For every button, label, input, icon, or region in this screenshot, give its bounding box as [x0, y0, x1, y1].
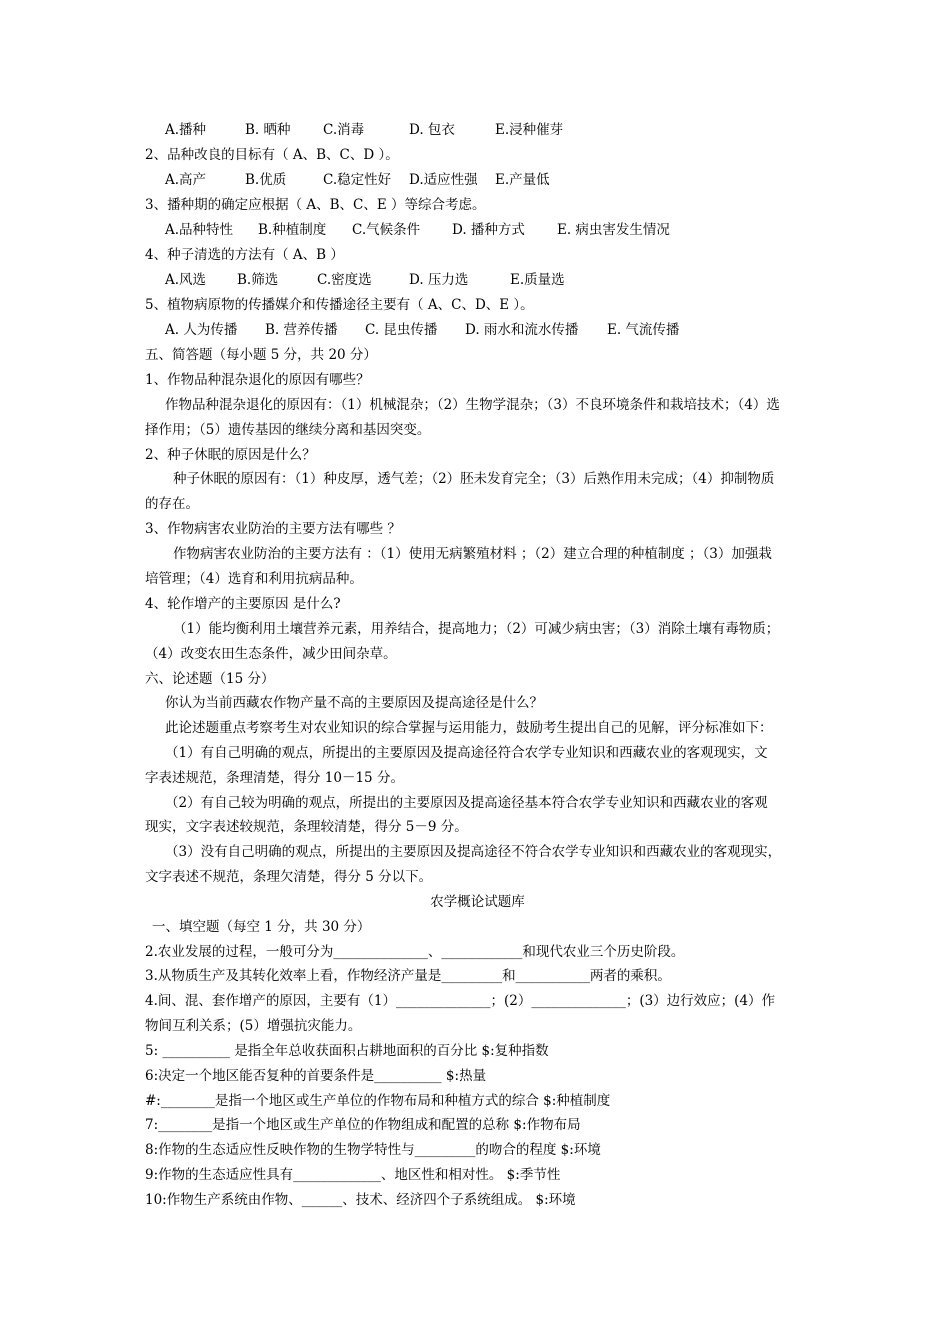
- mc-question-4: 4、种子清选的方法有（ A、B ）: [145, 247, 344, 263]
- q4-options: [145, 268, 810, 292]
- option-a: A. 人为传播: [165, 322, 238, 338]
- fill-blank-4-cont: 物间互利关系；(5）增强抗灾能力。: [145, 1018, 362, 1034]
- essay-criterion-3: （3）没有自己明确的观点，所提出的主要原因及提高途径不符合农学专业知识和西藏农业的客观现实，: [165, 844, 782, 860]
- fill-blank-10: 10:作物生产系统由作物、______、技术、经济四个子系统组成。 $:环境: [145, 1192, 576, 1208]
- option-a: A.风选: [165, 272, 207, 288]
- short-answer-3: 作物病害农业防治的主要方法有 ：（1）使用无病繁殖材料 ；（2）建立合理的种植制度 ；（3）加强栽: [173, 546, 772, 562]
- short-answer-2-cont: 的存在。: [145, 496, 199, 512]
- short-answer-1: 作物品种混杂退化的原因有：（1）机械混杂；（2）生物学混杂；（3）不良环境条件和栽培技术；（4）选: [165, 397, 780, 413]
- option-d: D. 播种方式: [452, 222, 525, 238]
- option-e: E.浸种催芽: [495, 122, 564, 138]
- option-b: B.优质: [245, 172, 287, 188]
- short-answer-2: 种子休眠的原因有：（1）种皮厚，透气差；（2）胚未发育完全；（3）后熟作用未完成；（4）抑制物质: [173, 471, 775, 487]
- q3-options: [145, 218, 810, 242]
- fill-blank-6: 6:决定一个地区能否复种的首要条件是__________ $:热量: [145, 1068, 487, 1084]
- essay-question: 你认为当前西藏农作物产量不高的主要原因及提高途径是什么？: [165, 695, 543, 711]
- q5-options: [145, 318, 810, 342]
- mc-question-2: 2、品种改良的目标有（ A、B、C、D ）。: [145, 147, 399, 163]
- short-answer-4-cont: （4）改变农田生态条件，减少田间杂草。: [145, 646, 397, 662]
- option-c: C.密度选: [317, 272, 372, 288]
- option-b: B.种植制度: [258, 222, 327, 238]
- short-question-3: 3、作物病害农业防治的主要方法有哪些 ？: [145, 521, 401, 537]
- section-heading-essay: 六、论述题（15 分）: [145, 671, 275, 687]
- option-b: B.筛选: [237, 272, 279, 288]
- essay-intro: 此论述题重点考察考生对农业知识的综合掌握与运用能力，鼓励考生提出自己的见解，评分标准如下：: [165, 720, 773, 736]
- short-question-4: 4、轮作增产的主要原因 是什么?: [145, 596, 341, 612]
- option-a: A.品种特性: [165, 222, 234, 238]
- option-e: E. 病虫害发生情况: [557, 222, 670, 238]
- short-question-2: 2、种子休眠的原因是什么？: [145, 447, 316, 463]
- fill-blank-5: 5: __________ 是指全年总收获面积占耕地面积的百分比 $:复种指数: [145, 1043, 549, 1059]
- option-c: C.稳定性好: [323, 172, 392, 188]
- short-question-1: 1、作物品种混杂退化的原因有哪些？: [145, 372, 370, 388]
- q1-options: [145, 118, 810, 142]
- option-d: D. 压力选: [409, 272, 469, 288]
- short-answer-1-cont: 择作用；（5）遗传基因的继续分离和基因突变。: [145, 422, 431, 438]
- option-a: A.高产: [165, 172, 207, 188]
- fill-blank-7: 7:________是指一个地区或生产单位的作物组成和配置的总称 $:作物布局: [145, 1117, 581, 1133]
- fill-blank-2: 2.农业发展的过程，一般可分为______________、____________和现代农业三个历史阶段。: [145, 944, 685, 960]
- fill-blank-8: 8:作物的生态适应性反映作物的生物学特性与_________的吻合的程度 $:环境: [145, 1142, 601, 1158]
- fill-blank-3: 3.从物质生产及其转化效率上看，作物经济产量是_________和___________两者的乘积。: [145, 968, 671, 984]
- bank-section-heading: 一、填空题（每空 1 分，共 30 分）: [152, 919, 371, 935]
- option-b: B. 晒种: [245, 122, 291, 138]
- q2-options: [145, 168, 810, 192]
- option-d: D. 雨水和流水传播: [465, 322, 579, 338]
- essay-criterion-2: （2）有自己较为明确的观点，所提出的主要原因及提高途径基本符合农学专业知识和西藏农业的客观: [165, 795, 768, 811]
- essay-criterion-3-cont: 文字表述不规范，条理欠清楚，得分 5 分以下。: [145, 869, 433, 885]
- option-e: E. 气流传播: [607, 322, 680, 338]
- essay-criterion-2-cont: 现实，文字表述较规范，条理较清楚，得分 5－9 分。: [145, 819, 468, 835]
- option-e: E.产量低: [495, 172, 550, 188]
- essay-criterion-1: （1）有自己明确的观点，所提出的主要原因及提高途径符合农学专业知识和西藏农业的客观现实，文: [165, 745, 768, 761]
- short-answer-3-cont: 培管理；（4）选育和利用抗病品种。: [145, 571, 363, 587]
- option-e: E.质量选: [510, 272, 565, 288]
- option-c: C.消毒: [323, 122, 365, 138]
- mc-question-3: 3、播种期的确定应根据（ A、B、C、E ）等综合考虑。: [145, 197, 486, 213]
- option-c: C. 昆虫传播: [365, 322, 438, 338]
- fill-blank-planting-system: #:________是指一个地区或生产单位的作物布局和种植方式的综合 $:种植制度: [145, 1093, 611, 1109]
- short-answer-4: （1）能均衡利用土壤营养元素，用养结合，提高地力；（2）可减少病虫害；（3）消除土壤有毒物质；: [173, 621, 780, 637]
- option-b: B. 营养传播: [265, 322, 338, 338]
- fill-blank-9: 9:作物的生态适应性具有_____________、地区性和相对性。 $:季节性: [145, 1167, 561, 1183]
- option-d: D.适应性强: [409, 172, 478, 188]
- option-d: D. 包衣: [409, 122, 455, 138]
- essay-criterion-1-cont: 字表述规范，条理清楚，得分 10－15 分。: [145, 770, 404, 786]
- section-heading-short-answer: 五、简答题（每小题 5 分，共 20 分）: [145, 347, 377, 363]
- mc-question-5: 5、植物病原物的传播媒介和传播途径主要有（ A、C、D、E ）。: [145, 297, 534, 313]
- option-a: A.播种: [165, 122, 207, 138]
- bank-title: 农学概论试题库: [430, 894, 525, 910]
- option-c: C.气候条件: [352, 222, 421, 238]
- fill-blank-4: 4.间、混、套作增产的原因，主要有（1）______________；(2）______________；(3）边行效应；(4）作: [145, 993, 776, 1009]
